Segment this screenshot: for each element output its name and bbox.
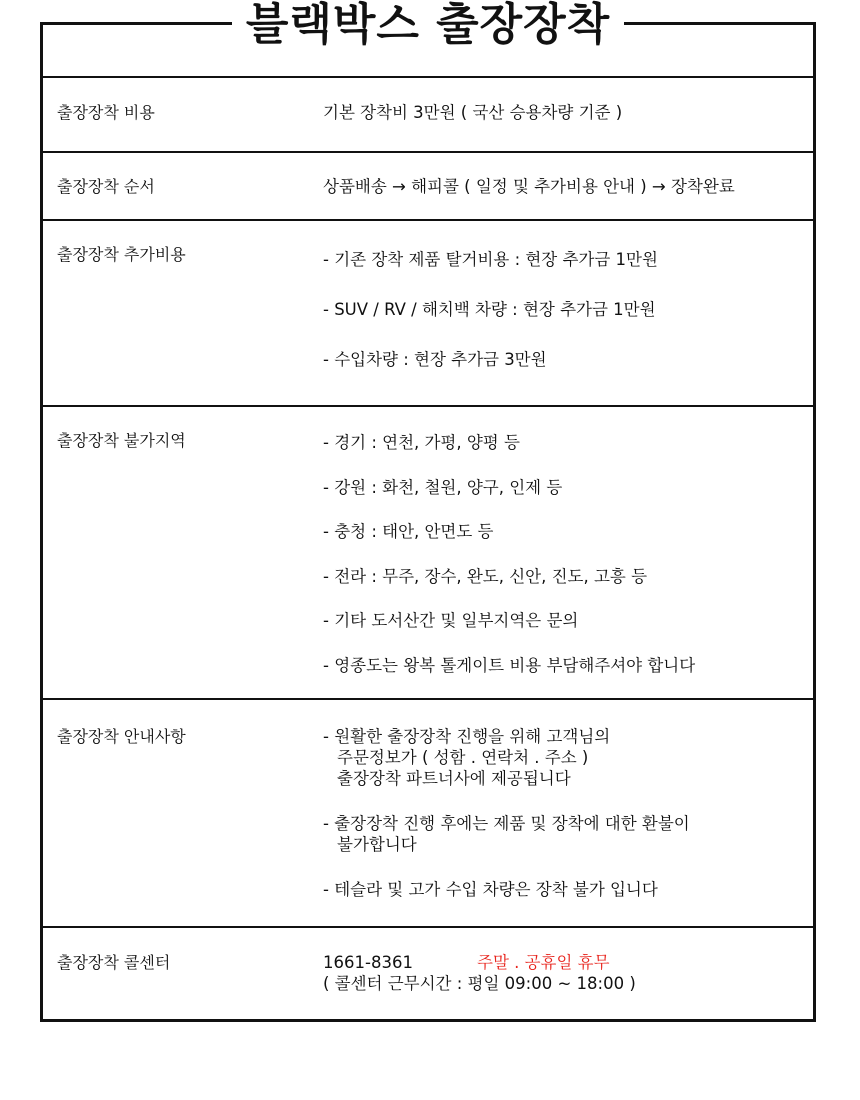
row-cost [43,76,813,151]
page-title: 블랙박스 출장장착 [232,0,624,51]
region-item: - 전라 : 무주, 장수, 완도, 신안, 진도, 고흥 등 [323,566,648,586]
extra-item: - 기존 장착 제품 탈거비용 : 현장 추가금 1만원 [323,250,658,269]
region-item: - 영종도는 왕복 톨게이트 비용 부담해주셔야 합니다 [323,655,696,675]
row-unavailable-label: 출장장착 불가지역 [57,431,186,450]
row-extra-label: 출장장착 추가비용 [57,245,186,264]
region-item: - 강원 : 화천, 철원, 양구, 인제 등 [323,477,563,497]
row-callcenter-content [323,952,803,994]
callcenter-phone: 1661-8361 [323,953,413,972]
notice-line: 주문정보가 ( 성함 . 연락처 . 주소 ) [337,748,589,767]
callcenter-closed-notice: 주말 . 공휴일 휴무 [477,953,610,972]
row-order-label: 출장장착 순서 [57,177,155,196]
extra-item: - 수입차량 : 현장 추가금 3만원 [323,350,547,369]
row-notice-label: 출장장착 안내사항 [57,727,186,746]
cost-text: 기본 장착비 3만원 ( 국산 승용차량 기준 ) [323,103,623,122]
notice-line: 출장장착 파트너사에 제공됩니다 [337,769,571,788]
extra-item: - SUV / RV / 해치백 차량 : 현장 추가금 1만원 [323,300,656,319]
region-item: - 경기 : 연천, 가평, 양평 등 [323,433,520,452]
notice-line: 불가합니다 [337,835,417,854]
row-callcenter [43,926,813,1019]
title-wrap [43,0,813,51]
callcenter-hours: ( 콜센터 근무시간 : 평일 09:00 ~ 18:00 ) [323,974,636,993]
row-notice [43,698,813,926]
row-extra [43,219,813,405]
row-order [43,151,813,219]
callcenter-phone-row [323,952,803,973]
row-unavailable [43,405,813,698]
row-unavailable-content [323,432,803,677]
row-callcenter-label: 출장장착 콜센터 [57,953,171,972]
region-item: - 기타 도서산간 및 일부지역은 문의 [323,611,579,630]
info-table [40,0,816,1022]
notice-line: - 테슬라 및 고가 수입 차량은 장착 불가 입니다 [323,880,658,899]
notice-line: - 출장장착 진행 후에는 제품 및 장착에 대한 환불이 [323,814,690,833]
notice-line: - 원활한 출장장착 진행을 위해 고객님의 [323,727,611,746]
row-cost-content [323,102,803,124]
row-cost-label: 출장장착 비용 [57,103,155,122]
row-order-content [323,176,803,198]
order-text: 상품배송 → 해피콜 ( 일정 및 추가비용 안내 ) → 장착완료 [323,177,735,196]
row-extra-content [323,249,803,371]
row-notice-content [323,726,803,900]
region-item: - 충청 : 태안, 안면도 등 [323,522,494,541]
